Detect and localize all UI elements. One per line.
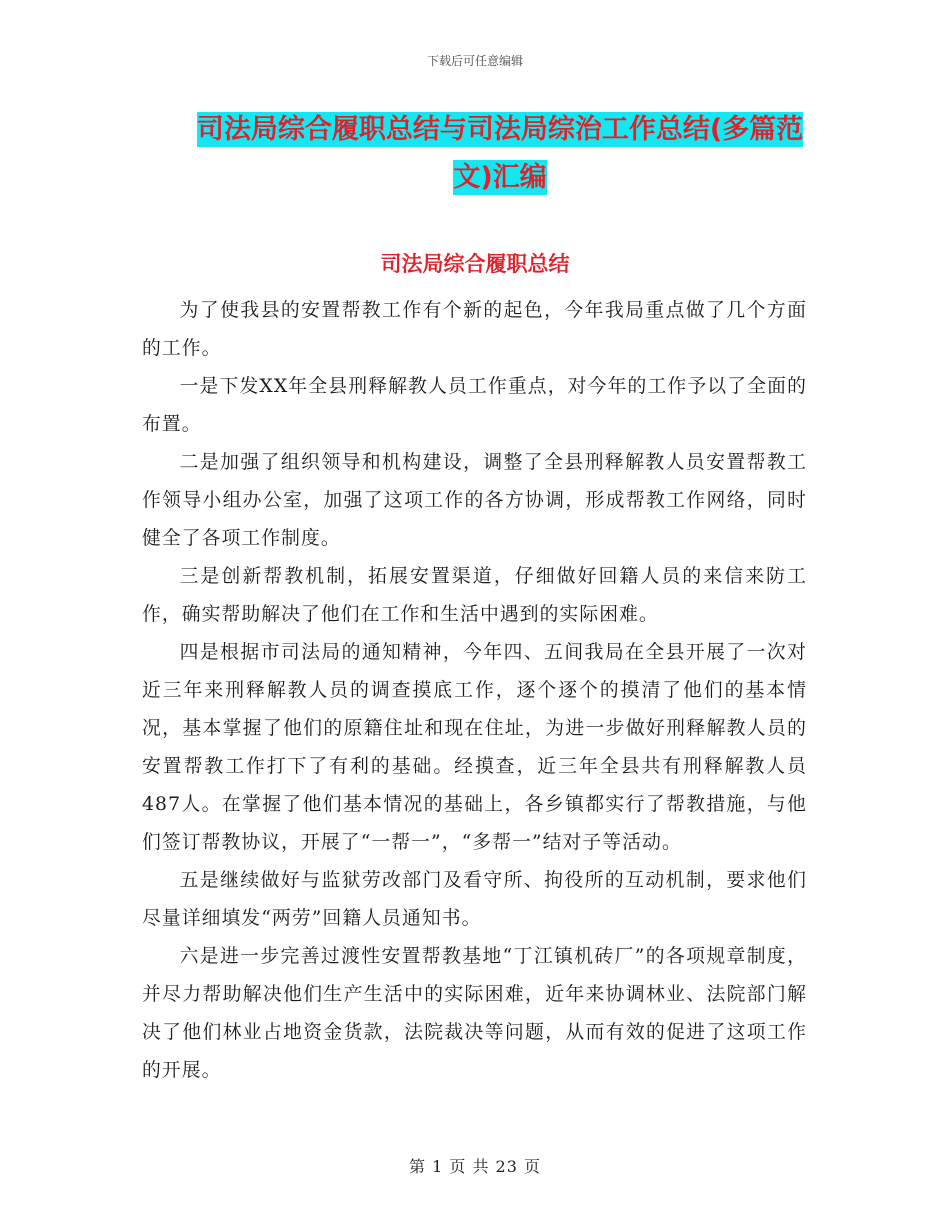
- document-title: [195, 106, 805, 202]
- paragraph: 三是创新帮教机制，拓展安置渠道，仔细做好回籍人员的来信来防工作，确实帮助解决了他们在工作和生活中遇到的实际困难。: [142, 566, 807, 625]
- paragraph: 一是下发XX年全县刑释解教人员工作重点，对今年的工作予以了全面的布置。: [142, 376, 807, 435]
- paragraph: 四是根据市司法局的通知精神，今年四、五间我局在全县开展了一次对近三年来刑释解教人员的调查摸底工作，逐个逐个的摸清了他们的基本情况，基本掌握了他们的原籍住址和现在住址，为进一步做好刑释解教人员的安置帮教工作打下了有利的基础。经摸查，近三年全县共有刑释解教人员487人。在掌握了他们基本情况的基础上，各乡镇都实行了帮教措施，与他们签订帮教协议，开展了“一帮一”，“多帮一”结对子等活动。: [142, 642, 807, 853]
- paragraph: 六是进一步完善过渡性安置帮教基地“丁江镇机砖厂”的各项规章制度，并尽力帮助解决他们生产生活中的实际困难，近年来协调林业、法院部门解决了他们林业占地资金货款，法院裁决等问题，从而有效的促进了这项工作的开展。: [142, 946, 807, 1081]
- paragraph: 为了使我县的安置帮教工作有个新的起色，今年我局重点做了几个方面的工作。: [142, 300, 807, 359]
- paragraph: 五是继续做好与监狱劳改部门及看守所、拘役所的互动机制，要求他们尽量详细填发“两劳”回籍人员通知书。: [142, 870, 807, 929]
- header-note: 下载后可任意编辑: [426, 54, 523, 68]
- paragraph: 二是加强了组织领导和机构建设，调整了全县刑释解教人员安置帮教工作领导小组办公室，加强了这项工作的各方协调，形成帮教工作网络，同时健全了各项工作制度。: [142, 452, 807, 549]
- body-text: [142, 292, 807, 1090]
- section-title: 司法局综合履职总结: [380, 252, 570, 276]
- page-number-footer: 第 1 页 共 23 页: [409, 1157, 541, 1176]
- document-title-line-2: 文)汇编: [453, 162, 547, 193]
- document-title-line-1: 司法局综合履职总结与司法局综治工作总结(多篇范: [196, 114, 804, 145]
